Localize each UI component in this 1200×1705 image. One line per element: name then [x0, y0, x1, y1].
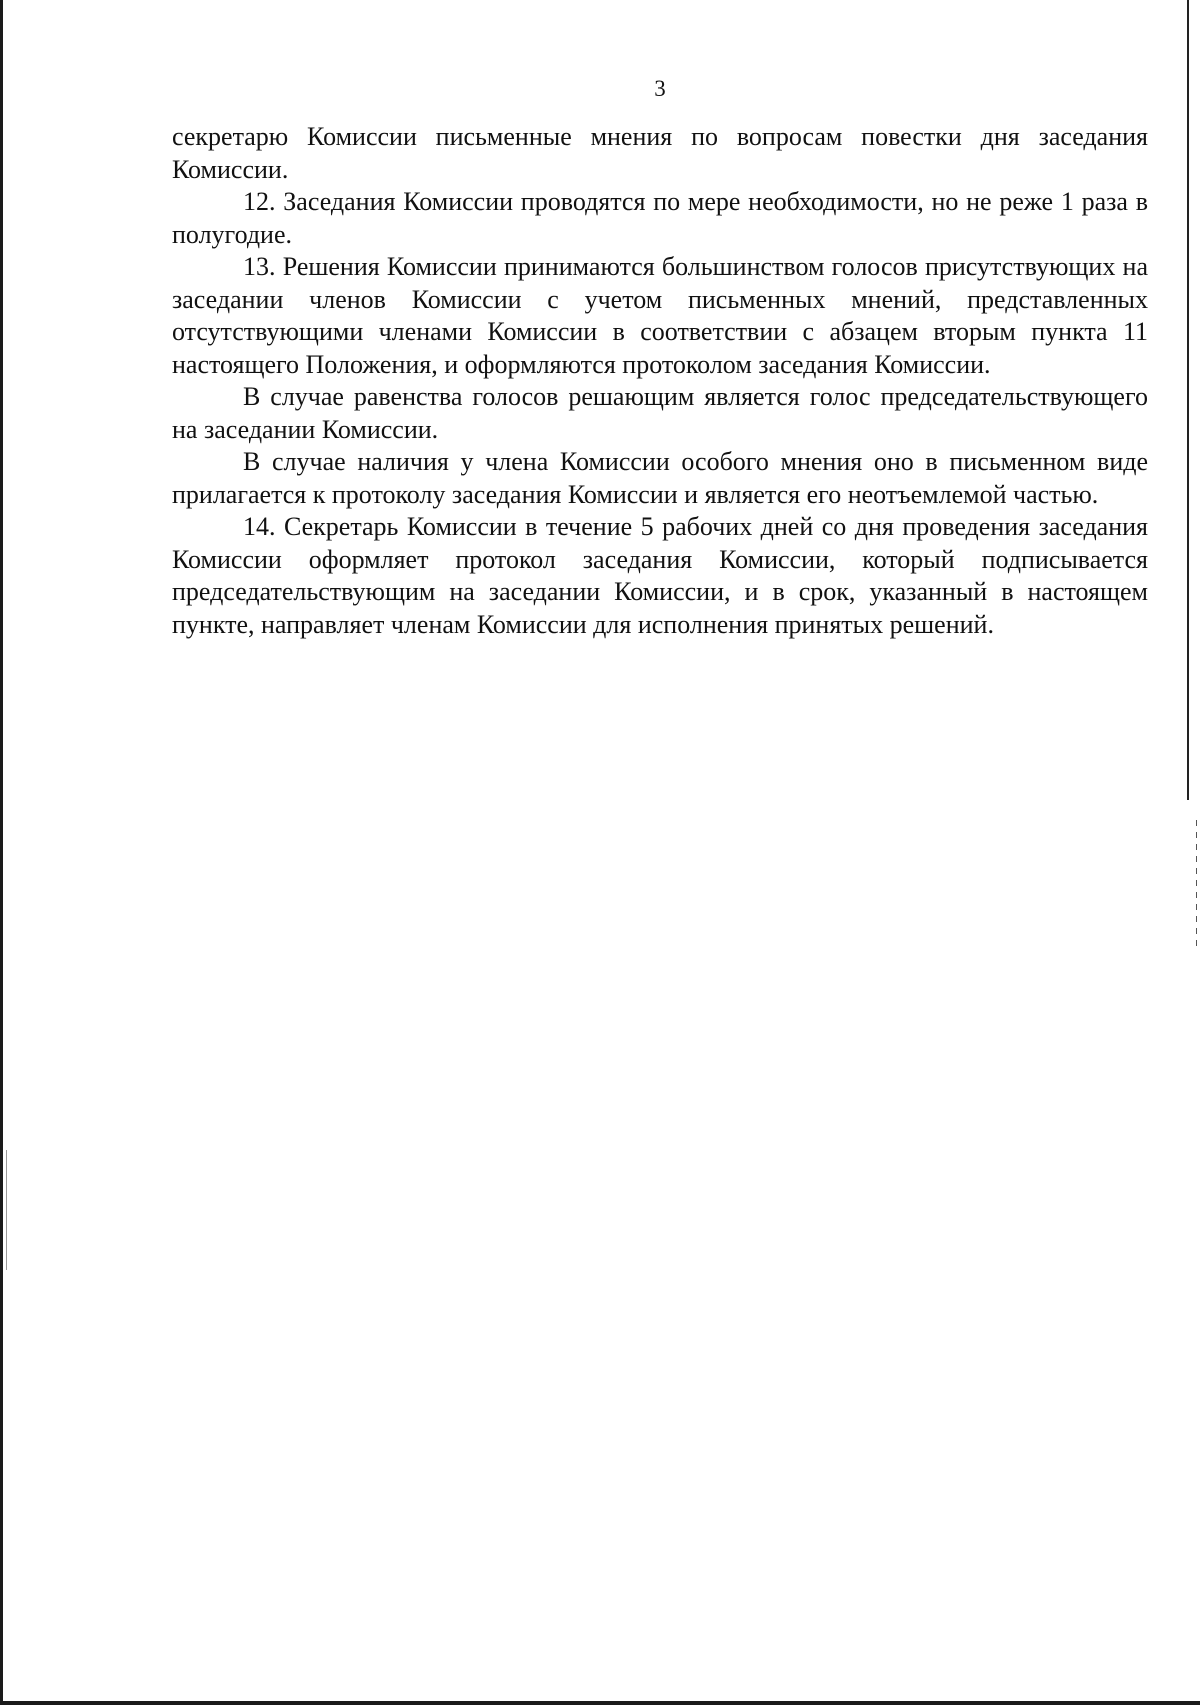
paragraph-item-13: 13. Решения Комиссии принимаются большинством голосов присутствующих на заседании членов Комиссии с учетом письменных мнений, представленных отсутствующими членами Комиссии в соответствии с абзацем вторым пункта 11 настоящего Положения, и оформляются протоколом заседания Комиссии.: [172, 252, 1148, 379]
scan-border-bottom: [0, 1701, 1200, 1705]
scan-border-left-mark: [6, 1150, 7, 1270]
scan-border-right: [1187, 0, 1189, 800]
paragraph-dissenting-opinion: В случае наличия у члена Комиссии особого мнения оно в письменном виде прилагается к протоколу заседания Комиссии и является его неотъемлемой частью.: [172, 447, 1148, 509]
paragraph-continuation: секретарю Комиссии письменные мнения по вопросам повестки дня заседания Комиссии.: [172, 122, 1148, 184]
paragraph-item-12: 12. Заседания Комиссии проводятся по мере необходимости, но не реже 1 раза в полугодие.: [172, 187, 1148, 249]
page-number: 3: [654, 76, 666, 101]
paragraph-tie-vote: В случае равенства голосов решающим является голос председательствующего на заседании Комиссии.: [172, 382, 1148, 444]
document-body: [172, 121, 1148, 641]
scan-border-right-mark: [1196, 820, 1197, 950]
scan-border-left: [0, 0, 3, 1705]
paragraph-item-14: 14. Секретарь Комиссии в течение 5 рабочих дней со дня проведения заседания Комиссии оформляет протокол заседания Комиссии, который подписывается председательствующим на заседании Комиссии, и в срок, указанный в настоящем пункте, направляет членам Комиссии для исполнения принятых решений.: [172, 512, 1148, 639]
